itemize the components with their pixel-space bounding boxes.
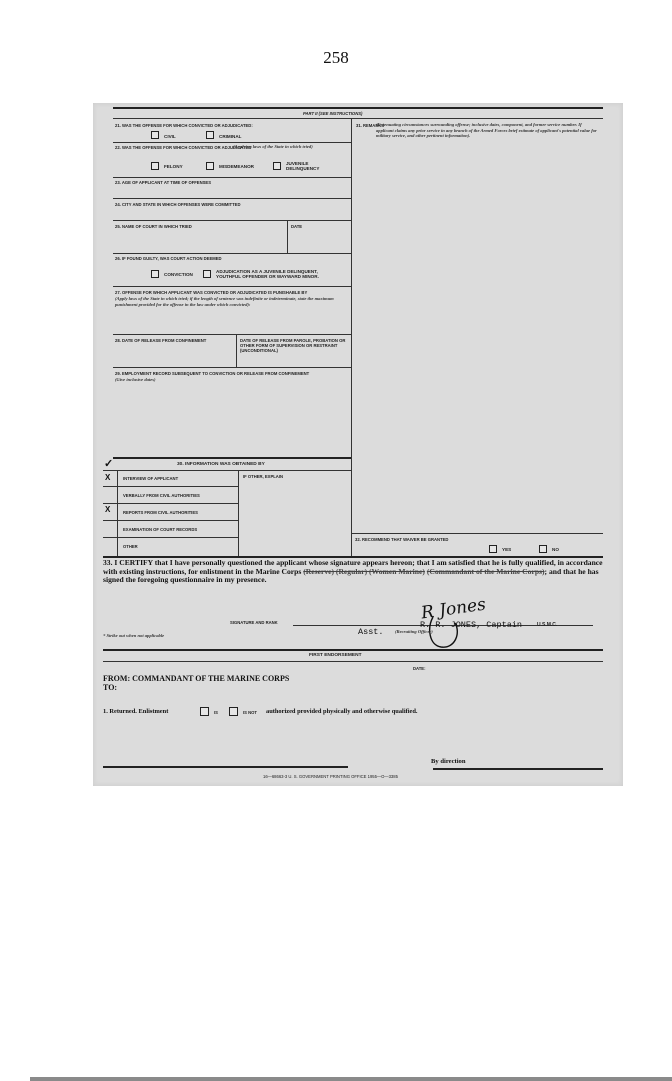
q26-conviction-checkbox[interactable] — [151, 270, 159, 278]
rule — [113, 253, 351, 254]
q22-felony-label: FELONY — [164, 164, 183, 169]
divider — [287, 220, 288, 253]
endorsement-date-label: DATE: — [413, 666, 426, 671]
q25-date-label: DATE — [291, 224, 303, 229]
q33-text-end: ; and that he has signed the foregoing questionnaire in my presence. — [103, 566, 599, 584]
enlistment-is-checkbox[interactable] — [200, 707, 209, 716]
rule — [113, 177, 351, 178]
enlistment-is-not-checkbox[interactable] — [229, 707, 238, 716]
q21-civil-checkbox[interactable] — [151, 131, 159, 139]
checkmark-icon: ✓ — [104, 458, 114, 470]
rule — [103, 520, 238, 521]
top-rule — [113, 107, 603, 109]
rule — [103, 766, 348, 768]
q21-civil-label: CIVIL — [164, 134, 176, 139]
rule — [103, 470, 351, 471]
q33-text: that I have personally questioned the applicant whose signature appears hereon; that I am satisfied that he is fully qualified, in accordance with existing instructions, for enlistment in the Marine Corps — [103, 558, 603, 576]
divider — [238, 470, 239, 556]
rule — [113, 286, 351, 287]
rule — [433, 768, 603, 770]
rule — [113, 457, 351, 459]
page-number: 258 — [323, 48, 349, 67]
q31-label: 31. REMARKS — [356, 123, 385, 128]
gpo-imprint: 16—68663-3 U. S. GOVERNMENT PRINTING OFFICE 1955—O—3385 — [263, 774, 398, 779]
q21-criminal-label: CRIMINAL — [219, 134, 242, 139]
q22-misdemeanor-checkbox[interactable] — [206, 162, 214, 170]
q27-label: 27. OFFENSE FOR WHICH APPLICANT WAS CONVICTED OR ADJUDICATED IS PUNISHABLE BY — [115, 290, 308, 295]
q22-note: (Applying laws of the State in which tried) — [233, 144, 313, 149]
q29-label: 29. EMPLOYMENT RECORD SUBSEQUENT TO CONVICTION OR RELEASE FROM CONFINEMENT — [115, 371, 310, 376]
rule — [351, 533, 603, 534]
q30-title: 30. INFORMATION WAS OBTAINED BY — [177, 462, 265, 467]
rule — [103, 503, 238, 504]
by-direction: By direction — [431, 758, 466, 765]
q22-misdemeanor-label: MISDEMEANOR — [219, 164, 254, 169]
rule — [113, 118, 603, 119]
row-label: VERBALLY FROM CIVIL AUTHORITIES — [123, 493, 200, 498]
q28-parole-label: DATE OF RELEASE FROM PAROLE, PROBATION OR OTHER FORM OF SUPERVISION OR RESTRAINT (UNCONDITIONAL) — [240, 338, 346, 353]
q32-no-checkbox[interactable] — [539, 545, 547, 553]
q22-label: 22. WAS THE OFFENSE FOR WHICH CONVICTED OR ADJUDICATED — [115, 145, 252, 150]
row-label: INTERVIEW OF APPLICANT — [123, 476, 179, 481]
rule — [103, 486, 238, 487]
column-divider — [351, 118, 352, 558]
enlistment-is-not-label: IS NOT — [243, 710, 257, 715]
q27-note: (Apply laws of the State in which tried; if the length of sentence was indefinite or indeterminate, state the maximum punishment provided for the offense in the law under which convicted): — [115, 296, 334, 307]
q31-note: (Extenuating circumstances surrounding offense; inclusive dates, component, and former service number. If applicant claims any prior service in any branch of the Armed Forces brief estimate of applicant's potential value for military service, and other pertinent information). — [376, 122, 597, 138]
q26-label: 26. IF FOUND GUILTY, WAS COURT ACTION DEEMED — [115, 256, 222, 261]
part-header: PART II (SEE INSTRUCTIONS) — [303, 111, 363, 116]
q33-struck-component: (Reserve) (Regular) (Women Marine) — [303, 566, 425, 576]
q33-certification — [103, 559, 611, 585]
q26-adjudication-checkbox[interactable] — [203, 270, 211, 278]
q22-felony-checkbox[interactable] — [151, 162, 159, 170]
signature-label: SIGNATURE AND RANK — [230, 620, 278, 625]
rule — [103, 537, 238, 538]
page-edge — [30, 1077, 672, 1081]
row-label: OTHER — [123, 544, 138, 549]
q26-adjudication-label: ADJUDICATION AS A JUVENILE DELINQUENT, YOUTHFUL OFFENDER OR WAYWARD MINOR. — [216, 269, 319, 280]
rule — [103, 661, 603, 662]
q28-label: 28. DATE OF RELEASE FROM CONFINEMENT — [115, 338, 207, 343]
endorsement-title: FIRST ENDORSEMENT — [309, 653, 362, 658]
endorsement-line-end: authorized provided physically and otherwise qualified. — [266, 708, 418, 715]
q33-lead: 33. I CERTIFY — [103, 558, 153, 567]
handwritten-signature: R Jones — [419, 594, 488, 624]
rule — [113, 142, 351, 143]
row-label: EXAMINATION OF COURT RECORDS — [123, 527, 198, 532]
rule — [113, 334, 351, 335]
row-mark: X — [105, 505, 111, 514]
q21-criminal-checkbox[interactable] — [206, 131, 214, 139]
q22-juvenile-checkbox[interactable] — [273, 162, 281, 170]
endorsement-to: TO: — [103, 683, 118, 692]
signer-service: U.S.M.C. — [537, 622, 558, 628]
signer-asst: Asst. — [358, 627, 384, 637]
q22-juvenile-label: JUVENILE DELINQUENCY — [286, 161, 320, 171]
q30-explain-label: IF OTHER, EXPLAIN — [243, 474, 284, 479]
signer-role: (Recruiting Officer) — [395, 629, 433, 634]
q29-note: (Give inclusive dates) — [115, 377, 156, 382]
endorsement-line: 1. Returned. Enlistment — [103, 708, 169, 715]
q32-yes-label: YES — [502, 547, 512, 552]
rule — [113, 220, 351, 221]
endorsement-from: FROM: COMMANDANT OF THE MARINE CORPS — [103, 674, 290, 683]
q33-struck-authority: (Commandant of the Marine Corps) — [426, 566, 545, 576]
footnote: * Strike out when not applicable — [103, 633, 165, 638]
q24-label: 24. CITY AND STATE IN WHICH OFFENSES WERE COMMITTED — [115, 202, 241, 207]
rule — [113, 367, 351, 368]
rule — [113, 198, 351, 199]
scanned-form — [93, 103, 623, 786]
q25-label: 25. NAME OF COURT IN WHICH TRIED — [115, 224, 192, 229]
q32-label: 32. RECOMMEND THAT WAIVER BE GRANTED — [355, 537, 449, 542]
q26-conviction-label: CONVICTION — [164, 272, 193, 277]
q32-no-label: NO — [552, 547, 559, 552]
row-mark: X — [105, 473, 111, 482]
divider — [117, 470, 118, 556]
q32-yes-checkbox[interactable] — [489, 545, 497, 553]
q21-label: 21. WAS THE OFFENSE FOR WHICH CONVICTED OR ADJUDICATED: — [115, 123, 253, 128]
signer-name: R. R. JONES, Captain — [420, 620, 523, 630]
rule — [103, 649, 603, 651]
divider — [236, 334, 237, 367]
row-label: REPORTS FROM CIVIL AUTHORITIES — [123, 510, 198, 515]
q23-label: 23. AGE OF APPLICANT AT TIME OF OFFENSES — [115, 180, 212, 185]
enlistment-is-label: IS — [214, 710, 218, 715]
